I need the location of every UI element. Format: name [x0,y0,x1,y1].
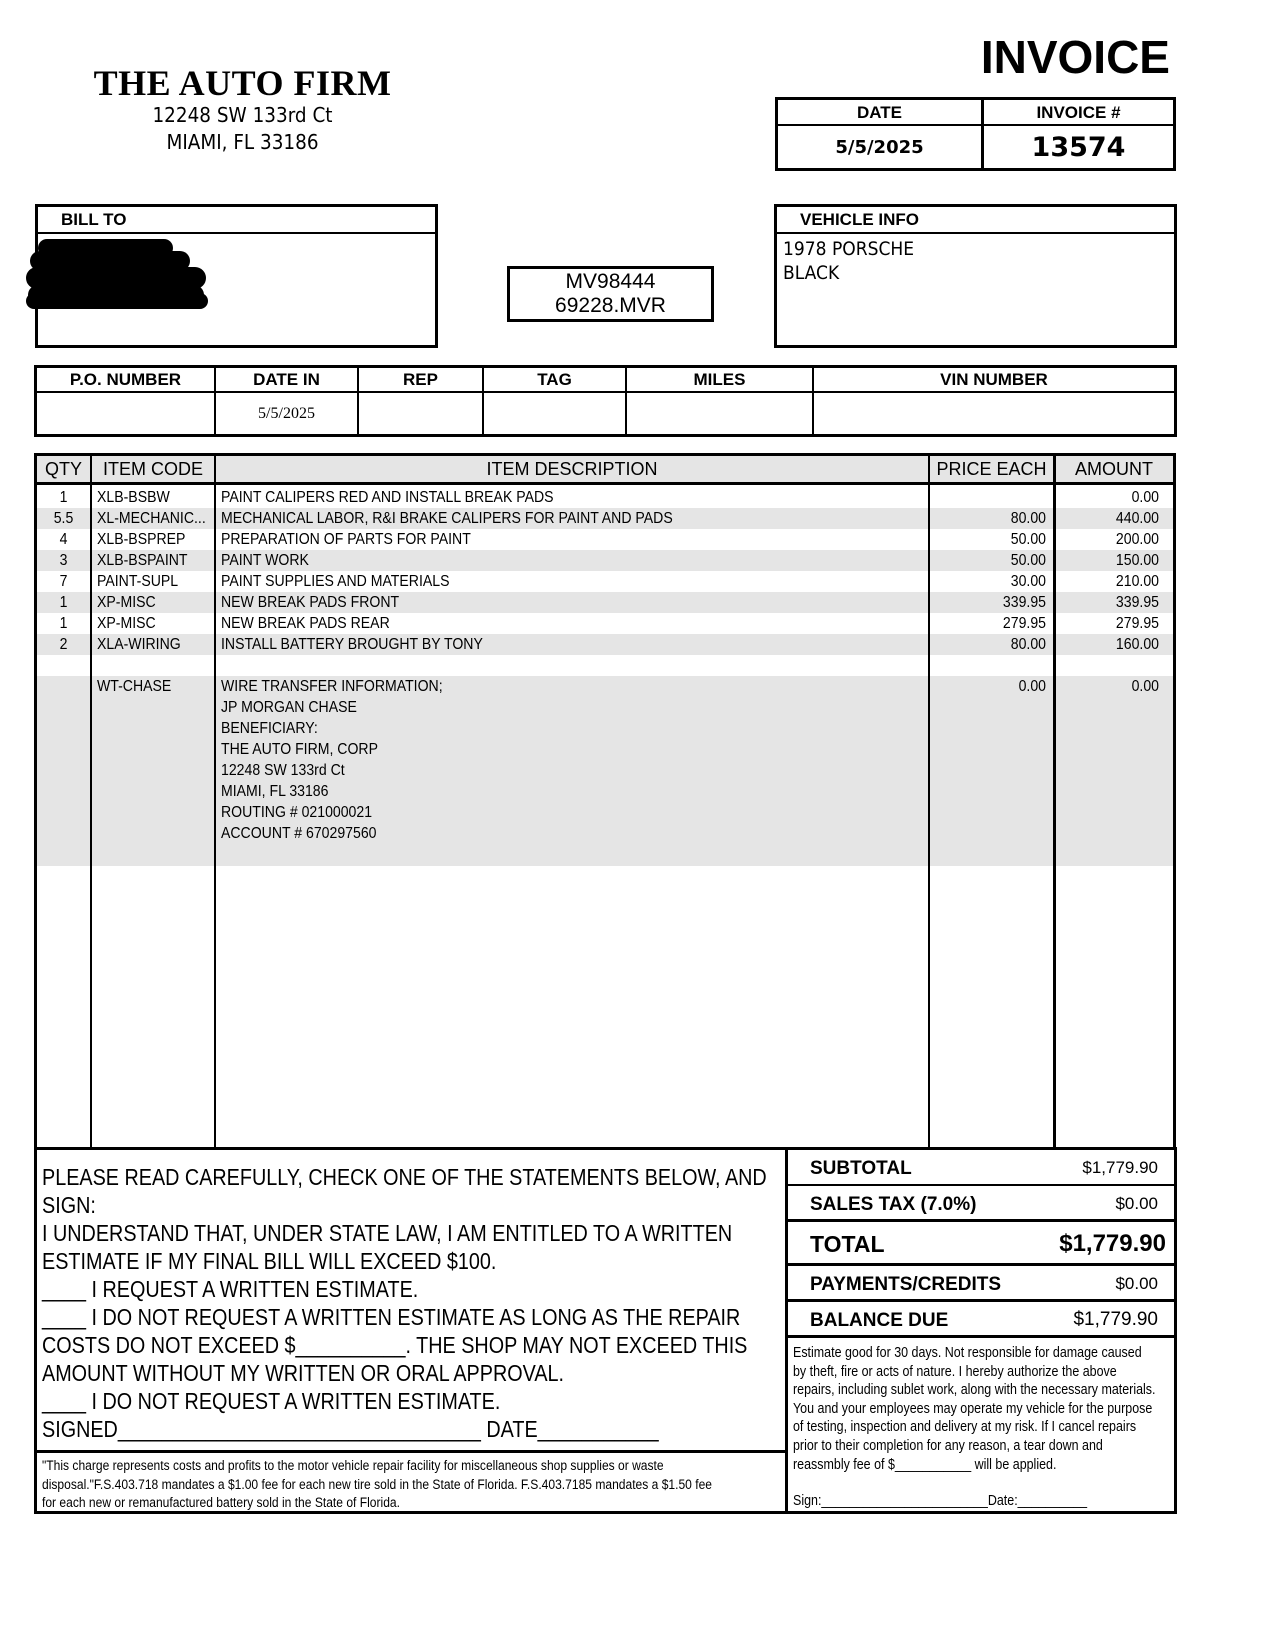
no-estimate-option[interactable]: ____ I DO NOT REQUEST A WRITTEN ESTIMATE. [42,1388,501,1414]
invoice-number-label: INVOICE # [1036,102,1121,122]
amount-cell: 150.00 [1115,552,1159,569]
balance-due-label: BALANCE DUE [810,1310,949,1331]
qty-cell: 1 [59,489,68,506]
qty-cell: 1 [59,594,68,611]
footer-section [34,1147,1177,1514]
disclaimer-line: "This charge represents costs and profits to the motor vehicle repair facility for miscellaneous shop supplies or waste [42,1458,664,1474]
terms-line: AMOUNT WITHOUT MY WRITTEN OR ORAL APPROVAL. [42,1360,565,1386]
amount-cell: 210.00 [1115,573,1159,590]
invoice-number: 13574 [1031,131,1126,163]
authorization-sign-line[interactable]: Sign:________________________Date:__________ [793,1493,1088,1509]
totals-panel [785,1150,1174,1511]
miles-value [627,394,812,434]
table-row [37,550,1173,571]
item-code-cell: XLB-BSBW [97,489,170,506]
item-code-cell: XL-MECHANIC... [97,510,206,527]
table-row [37,613,1173,634]
vehicle-info-box [774,204,1177,348]
disclaimer-line: for each new or remanufactured battery sold in the State of Florida. [42,1495,400,1512]
authorization-line: by theft, fire or acts of nature. I hereby authorize the above [793,1363,1117,1380]
wire-transfer-line: WIRE TRANSFER INFORMATION; [221,678,443,695]
rep-header: REP [403,370,438,389]
table-row [37,571,1173,592]
date-in-header: DATE IN [253,370,320,389]
table-row [37,508,1173,529]
request-estimate-option[interactable]: ____ I REQUEST A WRITTEN ESTIMATE. [42,1276,419,1302]
subtotal-value: $1,779.90 [1082,1158,1158,1177]
item-code-cell: XLB-BSPREP [97,531,186,548]
wire-transfer-line: ACCOUNT # 670297560 [221,825,377,842]
authorization-text [793,1344,1215,1474]
terms-line: ESTIMATE IF MY FINAL BILL WILL EXCEED $100. [42,1248,497,1274]
description-cell: PAINT WORK [221,552,309,569]
no-estimate-limit-option[interactable]: ____ I DO NOT REQUEST A WRITTEN ESTIMATE AS LONG AS THE REPAIR [42,1304,741,1330]
qty-cell: 3 [59,552,68,569]
authorization-line: repairs, including sublet work, along with the necessary materials. [793,1382,1156,1399]
wire-transfer-row [37,676,1173,866]
description-cell: NEW BREAK PADS FRONT [221,594,400,611]
total-label: TOTAL [810,1231,885,1257]
order-info-table [34,365,1177,437]
sales-tax-label: SALES TAX (7.0%) [810,1194,977,1215]
authorization-line: prior to their completion for any reason, a tear down and [793,1437,1103,1454]
wire-transfer-line: JP MORGAN CHASE [221,699,357,716]
amount-cell: 0.00 [1131,489,1159,506]
tag-value [484,394,625,434]
rep-value [359,394,482,434]
authorization-line: You and your employees may operate my vehicle for the purpose [793,1400,1153,1417]
tag-header: TAG [537,370,572,389]
table-row [37,487,1173,508]
invoice-date: 5/5/2025 [835,136,924,158]
sales-tax-value: $0.00 [1115,1194,1158,1213]
payments-label: PAYMENTS/CREDITS [810,1274,1002,1295]
table-row [37,592,1173,613]
wire-transfer-line: 12248 SW 133rd Ct [221,762,345,779]
qty-cell: 2 [59,636,68,653]
balance-due-value: $1,779.90 [1073,1309,1158,1330]
price-each-cell: 80.00 [1010,636,1046,653]
payments-value: $0.00 [1115,1274,1158,1293]
teardown-fee-line[interactable]: reassmbly fee of $___________ will be applied. [793,1456,1057,1473]
authorization-line: of testing, inspection and delivery at my risk. If I cancel repairs [793,1419,1137,1436]
description-cell: PREPARATION OF PARTS FOR PAINT [221,531,471,548]
qty-cell: 1 [59,615,68,632]
item-code-header: ITEM CODE [102,458,203,479]
price-each-cell: 50.00 [1010,531,1046,548]
item-code-cell: XP-MISC [97,615,156,632]
po-number-value [37,394,214,434]
description-cell: INSTALL BATTERY BROUGHT BY TONY [221,636,483,653]
reference-line1: MV98444 [565,270,656,293]
wire-transfer-line: MIAMI, FL 33186 [221,783,329,800]
terms-line: COSTS DO NOT EXCEED $__________. THE SHOP MAY NOT EXCEED THIS [42,1332,748,1358]
wire-transfer-line: ROUTING # 021000021 [221,804,373,821]
items-header-row [37,456,1173,482]
subtotal-label: SUBTOTAL [810,1158,912,1179]
vehicle-info-label: VEHICLE INFO [800,210,920,229]
price-each-cell: 279.95 [1002,615,1046,632]
price-each-cell: 50.00 [1010,552,1046,569]
wire-transfer-line: THE AUTO FIRM, CORP [221,741,378,758]
disclaimer-line: disposal."F.S.403.718 mandates a $1.00 fee for each new tire sold in the State of Florida. F.S.403.7185 mandates a $1.50 fee [42,1476,712,1493]
authorization-line: Estimate good for 30 days. Not responsible for damage caused [793,1345,1142,1361]
vehicle-color: BLACK [783,262,840,284]
wire-transfer-line: BENEFICIARY: [221,720,318,737]
date-label: DATE [856,102,902,122]
item-description-header: ITEM DESCRIPTION [486,458,658,479]
total-value: $1,779.90 [1059,1230,1166,1257]
miles-header: MILES [693,370,746,389]
vehicle-model: 1978 PORSCHE [783,238,915,260]
disclaimer [42,1457,830,1513]
company-address-line2: MIAMI, FL 33186 [166,130,319,154]
item-code-cell: XP-MISC [97,594,156,611]
price-each-cell: 339.95 [1002,594,1046,611]
terms-line: PLEASE READ CAREFULLY, CHECK ONE OF THE STATEMENTS BELOW, AND [42,1164,767,1190]
items-body [37,485,1173,1150]
company-address-line1: 12248 SW 133rd Ct [152,103,333,127]
price-each-header: PRICE EACH [936,458,1047,479]
amount-cell: 339.95 [1115,594,1159,611]
table-row [37,634,1173,655]
po-number-header: P.O. NUMBER [69,370,182,389]
redacted-address [26,237,216,312]
description-cell: MECHANICAL LABOR, R&I BRAKE CALIPERS FOR PAINT AND PADS [221,510,673,527]
terms-line: SIGN: [42,1192,96,1218]
item-code-cell: PAINT-SUPL [97,573,179,590]
price-each-cell: 80.00 [1010,510,1046,527]
price-each-cell: 0.00 [1018,678,1046,695]
item-code-cell: XLB-BSPAINT [97,552,188,569]
table-row [37,529,1173,550]
bill-to-label: BILL TO [61,210,127,229]
bill-to-box [35,204,438,348]
amount-header: AMOUNT [1075,458,1153,479]
balance-due-row [788,1302,1174,1338]
document-title: INVOICE [980,31,1170,83]
payments-row [788,1266,1174,1302]
terms-line: I UNDERSTAND THAT, UNDER STATE LAW, I AM ENTITLED TO A WRITTEN [42,1220,733,1246]
vin-number-value [814,394,1174,434]
date-in-value: 5/5/2025 [258,405,315,422]
price-each-cell: 30.00 [1010,573,1046,590]
price-each-cell [944,487,1046,508]
amount-cell: 279.95 [1115,615,1159,632]
description-cell: PAINT CALIPERS RED AND INSTALL BREAK PADS [221,489,554,506]
amount-cell: 0.00 [1131,678,1159,695]
vin-number-header: VIN NUMBER [940,370,1048,389]
description-cell: PAINT SUPPLIES AND MATERIALS [221,573,450,590]
amount-cell: 200.00 [1115,531,1159,548]
invoice-meta-box [775,97,1176,171]
total-row [788,1222,1174,1266]
items-table [34,453,1176,1150]
signature-line[interactable]: SIGNED_________________________________ DATE___________ [42,1416,659,1442]
subtotal-row [788,1150,1174,1186]
company-name: THE AUTO FIRM [93,63,392,103]
amount-cell: 440.00 [1115,510,1159,527]
amount-cell: 160.00 [1115,636,1159,653]
qty-cell: 7 [59,573,68,590]
reference-line2: 69228.MVR [555,294,666,317]
qty-cell: 5.5 [53,510,74,527]
estimate-terms [42,1163,885,1443]
sales-tax-row [788,1186,1174,1222]
item-code-cell: XLA-WIRING [97,636,181,653]
qty-header: QTY [44,458,82,479]
item-code-cell: WT-CHASE [97,678,172,695]
description-cell: NEW BREAK PADS REAR [221,615,390,632]
qty-cell: 4 [59,531,68,548]
reference-box [507,266,714,322]
